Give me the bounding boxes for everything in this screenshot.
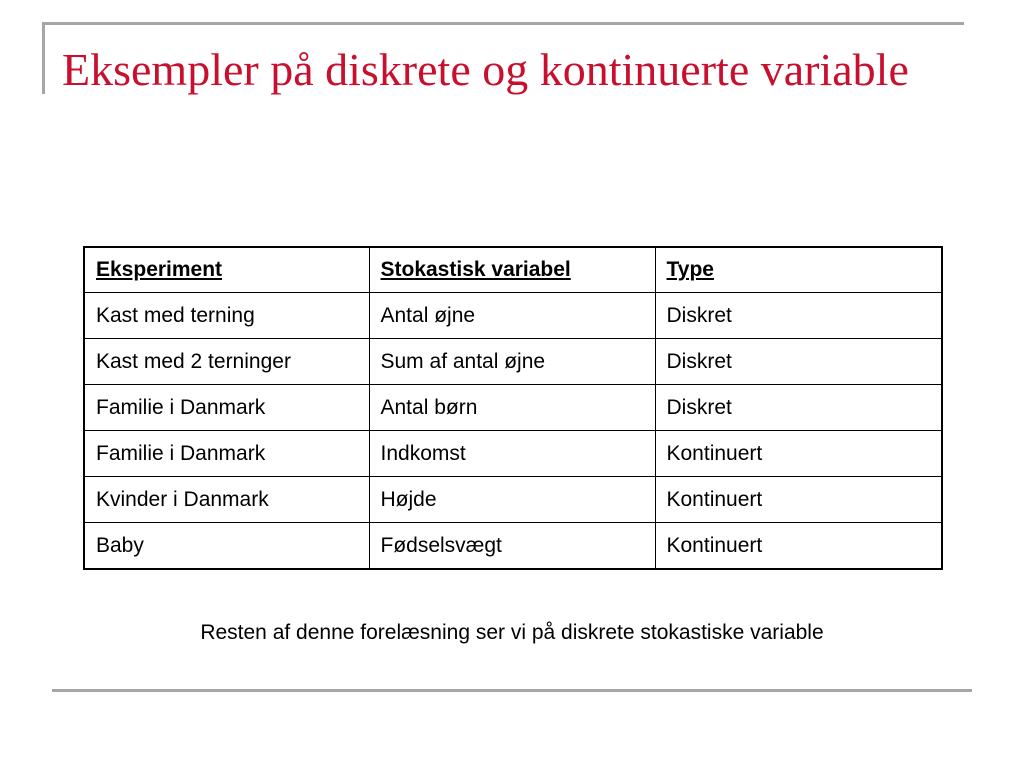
header-stokastisk-variabel: Stokastisk variabel — [369, 247, 655, 293]
table-row — [84, 477, 942, 523]
table-cell: Familie i Danmark — [84, 385, 369, 431]
title-rule-vertical — [42, 22, 45, 94]
title-rule-horizontal — [42, 22, 964, 25]
table-cell: Diskret — [655, 293, 942, 339]
table-row — [84, 385, 942, 431]
table-cell: Antal øjne — [369, 293, 655, 339]
slide-title: Eksempler på diskrete og kontinuerte variable — [62, 44, 909, 95]
table-row — [84, 293, 942, 339]
table-cell: Diskret — [655, 339, 942, 385]
slide-footnote: Resten af denne forelæsning ser vi på diskrete stokastiske variable — [200, 621, 824, 644]
header-type: Type — [655, 247, 942, 293]
table-cell: Diskret — [655, 385, 942, 431]
table-row — [84, 523, 942, 570]
header-eksperiment: Eksperiment — [84, 247, 369, 293]
table-cell: Kontinuert — [655, 477, 942, 523]
bottom-rule — [52, 689, 972, 692]
table-cell: Kvinder i Danmark — [84, 477, 369, 523]
table-cell: Indkomst — [369, 431, 655, 477]
table-cell: Antal børn — [369, 385, 655, 431]
table-cell: Fødselsvægt — [369, 523, 655, 570]
table-cell: Kontinuert — [655, 523, 942, 570]
table-header-row — [84, 247, 942, 293]
table-cell: Kast med 2 terninger — [84, 339, 369, 385]
table-cell: Sum af antal øjne — [369, 339, 655, 385]
table-cell: Familie i Danmark — [84, 431, 369, 477]
table-cell: Baby — [84, 523, 369, 570]
table-row — [84, 339, 942, 385]
table-row — [84, 431, 942, 477]
table-cell: Kast med terning — [84, 293, 369, 339]
table-cell: Kontinuert — [655, 431, 942, 477]
variables-table — [83, 246, 943, 570]
table-cell: Højde — [369, 477, 655, 523]
